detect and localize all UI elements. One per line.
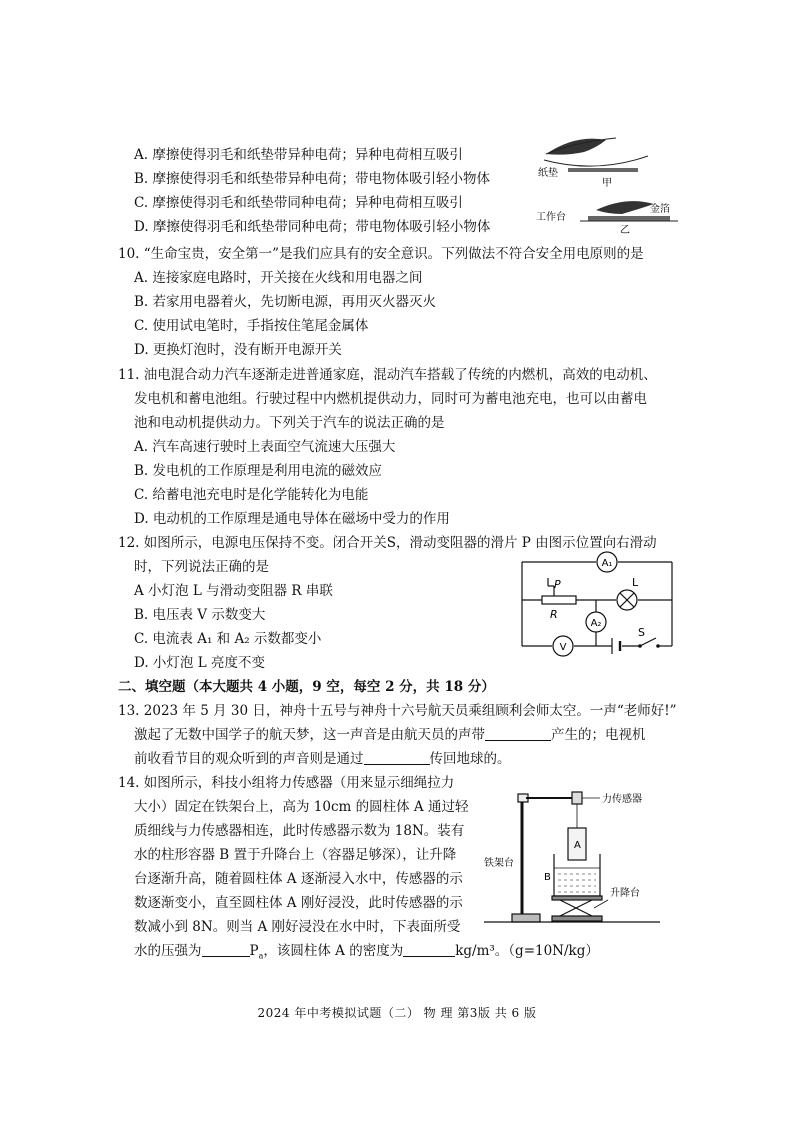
q9-feather-figure <box>536 134 686 234</box>
slider-p-label: P <box>554 578 561 591</box>
q14-last-text-c: ，该圆柱体 A 的密度为 <box>263 943 404 959</box>
force-sensor-label: 力传感器 <box>602 794 642 805</box>
q14-last-text-a: 水的压强为 <box>134 943 202 959</box>
q12-stem-line1: 12. 如图所示，电源电压保持不变。闭合开关S，滑动变阻器的滑片 P 由图示位置向右滑动 <box>118 535 657 551</box>
section-2-heading: 二、填空题（本大题共 4 小题，9 空，每空 2 分，共 18 分） <box>118 679 495 695</box>
q14-blank-2[interactable] <box>403 942 455 957</box>
q13-line3-text-b: 传回地球的。 <box>429 751 511 767</box>
q13-line3-text-a: 前收看节目的观众听到的声音则是通过 <box>134 751 364 767</box>
q14-line2: 大小）固定在铁架台上，高为 10cm 的圆柱体 A 通过轻 <box>134 799 469 815</box>
q14-line7: 数减小到 8N。则当 A 刚好浸没在水中时，下表面所受 <box>134 919 461 935</box>
q13-blank-1[interactable] <box>485 726 551 741</box>
q11-stem-line2: 发电机和蓄电池组。行驶过程中内燃机提供动力，同时可为蓄电池充电，也可以由蓄电 <box>134 391 647 407</box>
cylinder-a-label: A <box>574 840 581 851</box>
q11-stem-line3: 池和电动机提供动力。下列关于汽车的说法正确的是 <box>134 415 445 431</box>
q14-line5: 台逐渐升高，随着圆柱体 A 逐渐浸入水中，传感器的示 <box>134 871 463 887</box>
lift-platform-label: 升降台 <box>610 888 640 899</box>
q11-option-b: B. 发电机的工作原理是利用电流的磁效应 <box>134 463 383 479</box>
q14-line6: 数逐渐变小，直至圆柱体 A 刚好浸没，此时传感器的示 <box>134 895 463 911</box>
q12-option-c: C. 电流表 A₁ 和 A₂ 示数都变小 <box>134 631 322 647</box>
lamp-l-label: L <box>632 576 639 589</box>
q9-option-d: D. 摩擦使得羽毛和纸垫带同种电荷；带电物体吸引轻小物体 <box>134 219 491 235</box>
container-b-label: B <box>544 872 551 883</box>
q13-blank-2[interactable] <box>364 750 430 765</box>
q9-option-b: B. 摩擦使得羽毛和纸垫带异种电荷；带电物体吸引轻小物体 <box>134 171 491 187</box>
rheostat-r-label: R <box>550 608 558 621</box>
q12-stem-line2: 时，下列说法正确的是 <box>134 559 269 575</box>
feather-icon <box>546 139 606 155</box>
q13-line3 <box>134 750 511 768</box>
ammeter-a2-label: A₂ <box>590 618 602 629</box>
q10-stem: 10. “生命宝贵，安全第一”是我们应具有的安全意识。下列做法不符合安全用电原则的是 <box>118 246 644 262</box>
q12-option-d: D. 小灯泡 L 亮度不变 <box>134 655 265 671</box>
q10-option-c: C. 使用试电笔时，手指按住笔尾金属体 <box>134 318 369 334</box>
q14-line8 <box>134 942 599 966</box>
q14-apparatus-figure <box>482 784 662 930</box>
gold-foil-label: 金箔 <box>650 204 670 215</box>
ammeter-a1-label: A₁ <box>601 558 613 569</box>
q12-option-b: B. 电压表 V 示数变大 <box>134 607 266 623</box>
q14-last-text-d: kg/m³。（g=10N/kg） <box>455 943 599 959</box>
workbench-label: 工作台 <box>536 212 566 223</box>
q14-line4: 水的柱形容器 B 置于升降台上（容器足够深），让升降 <box>134 847 457 863</box>
figure-yi-label: 乙 <box>620 225 630 234</box>
q11-option-c: C. 给蓄电池充电时是化学能转化为电能 <box>134 487 369 503</box>
q11-stem-line1: 11. 油电混合动力汽车逐渐走进普通家庭，混动汽车搭载了传统的内燃机，高效的电动机、 <box>118 367 657 383</box>
q9-option-c: C. 摩擦使得羽毛和纸垫带同种电荷；异种电荷相互吸引 <box>134 195 463 211</box>
iron-stand-label: 铁架台 <box>484 858 514 869</box>
q14-line3: 质细线与力传感器相连，此时传感器示数为 18N。装有 <box>134 823 465 839</box>
page-footer: 2024 年中考模拟试题（二） 物 理 第3版 共 6 版 <box>257 1006 537 1020</box>
q13-line2 <box>134 726 646 744</box>
q12-circuit-diagram <box>518 548 678 662</box>
q13-line1: 13. 2023 年 5 月 30 日，神舟十五号与神舟十六号航天员乘组顾利会师太空。一声“老师好!” <box>118 703 677 719</box>
feather-bottom-icon <box>596 201 654 214</box>
figure-jia-label: 甲 <box>602 178 612 189</box>
q13-line2-text-a: 激起了无数中国学子的航天梦，这一声音是由航天员的声带 <box>134 727 485 743</box>
q9-option-a: A. 摩擦使得羽毛和纸垫带异种电荷；异种电荷相互吸引 <box>134 147 463 163</box>
q10-option-b: B. 若家用电器着火，先切断电源，再用灭火器灭火 <box>134 294 437 310</box>
switch-s-label: S <box>638 626 645 639</box>
q14-line1: 14. 如图所示，科技小组将力传感器（用来显示细绳拉力 <box>118 775 455 791</box>
q13-line2-text-b: 产生的；电视机 <box>551 727 646 743</box>
q11-option-a: A. 汽车高速行驶时上表面空气流速大压强大 <box>134 439 396 455</box>
q11-option-d: D. 电动机的工作原理是通电导体在磁场中受力的作用 <box>134 511 450 527</box>
q10-option-d: D. 更换灯泡时，没有断开电源开关 <box>134 342 342 358</box>
q14-blank-1[interactable] <box>202 942 250 957</box>
q14-unit-a: a <box>258 951 264 961</box>
q10-option-a: A. 连接家庭电路时，开关接在火线和用电器之间 <box>134 270 423 286</box>
q12-option-a: A 小灯泡 L 与滑动变阻器 R 串联 <box>134 583 333 599</box>
q14-unit-p: P <box>249 943 259 959</box>
paper-pad-label: 纸垫 <box>538 168 558 179</box>
q14-unit-pa <box>250 943 264 959</box>
voltmeter-v-label: V <box>559 642 567 653</box>
